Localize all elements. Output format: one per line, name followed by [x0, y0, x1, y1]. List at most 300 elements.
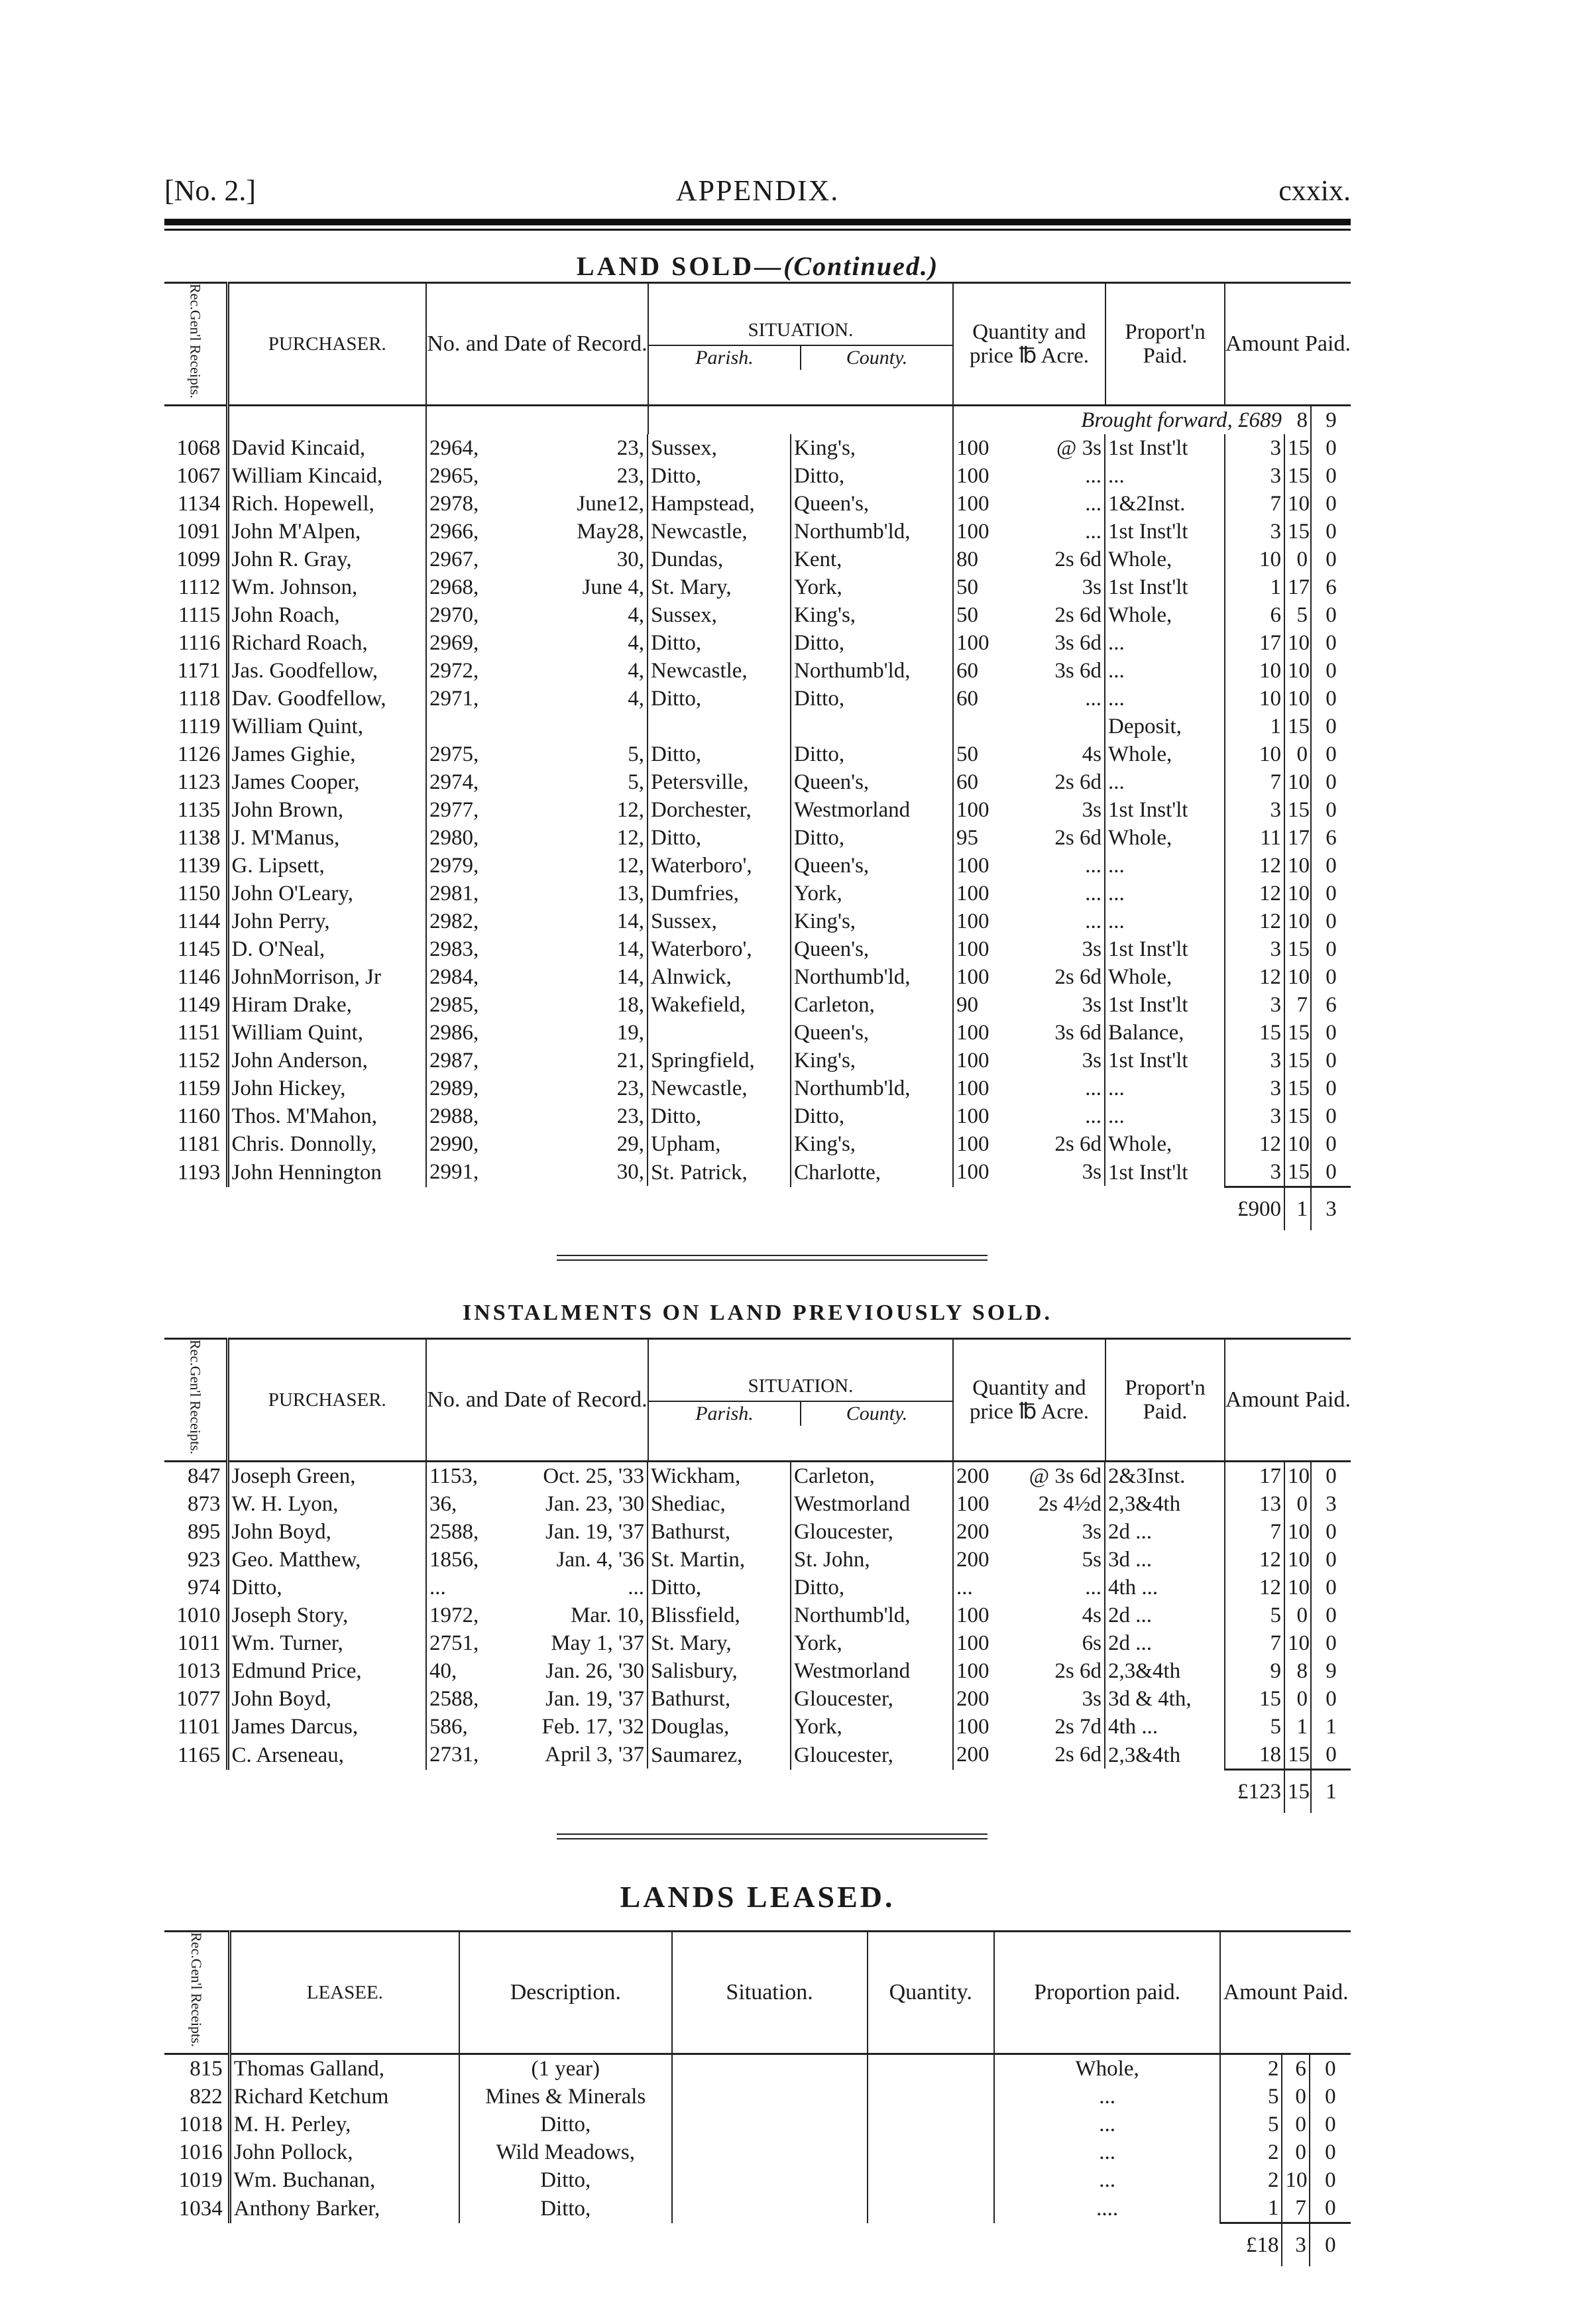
table-row: [164, 796, 1351, 824]
table-row: [164, 1601, 1351, 1629]
amount-shillings: 7: [1282, 2194, 1309, 2223]
parish: Waterboro',: [648, 852, 791, 880]
situation: [672, 2138, 868, 2166]
record-cell: [427, 1601, 648, 1629]
proportion: 2,3&4th: [1105, 1490, 1225, 1518]
receipt-number: 1112: [164, 573, 227, 601]
price: 2s 6d: [1054, 1659, 1102, 1684]
parish: Ditto,: [648, 740, 791, 768]
county: Ditto,: [791, 629, 953, 657]
record-number: 1153,: [429, 1464, 479, 1489]
amount-shillings: 6: [1282, 2054, 1309, 2083]
receipt-number: 1160: [164, 1102, 227, 1130]
purchaser-name: John Anderson,: [227, 1047, 426, 1075]
amount-pence: 0: [1326, 492, 1337, 516]
price: ...: [1085, 520, 1102, 544]
receipt-number: 1181: [164, 1130, 227, 1158]
header-page: cxxix.: [1278, 174, 1351, 207]
quantity-price: [954, 490, 1105, 518]
record-cell: [427, 1685, 648, 1713]
description: Wild Meadows,: [459, 2138, 672, 2166]
record-cell: [427, 880, 648, 907]
receipt-number: 815: [164, 2054, 229, 2083]
county: Ditto,: [791, 685, 953, 713]
amount-pounds: 12: [1225, 880, 1284, 907]
record-number: 2974,: [429, 770, 479, 795]
proportion: ...: [1105, 1075, 1225, 1102]
quantity: 100: [956, 882, 989, 906]
record-cell: [427, 1019, 648, 1047]
amount-pounds: 1: [1225, 573, 1284, 601]
county: Ditto,: [791, 1574, 953, 1601]
record-number: 2982,: [429, 909, 479, 934]
proportion: 1st Inst'lt: [1105, 434, 1225, 462]
record-date: 18,: [616, 993, 644, 1017]
receipt-number: 1144: [164, 907, 227, 935]
county: Westmorland: [791, 1490, 953, 1518]
record-date: 5,: [628, 770, 644, 795]
quantity-price: [954, 462, 1105, 490]
price: 3s 6d: [1054, 659, 1102, 683]
total-pounds: £123: [1225, 1770, 1284, 1814]
purchaser-name: John Hennington: [227, 1158, 426, 1187]
quantity-price: [954, 1685, 1105, 1713]
receipt-number: 1115: [164, 601, 227, 629]
quantity-price: [954, 601, 1105, 629]
amount-shillings: 0: [1284, 1601, 1311, 1629]
table-row: [164, 1047, 1351, 1075]
record-date: May 1, '37: [551, 1631, 644, 1656]
amount-pence: 0: [1326, 715, 1337, 739]
county: Northumb'ld,: [791, 657, 953, 685]
amount-shillings: 8: [1284, 1657, 1311, 1685]
parish: Douglas,: [648, 1713, 791, 1741]
amount-shillings: 15: [1284, 1158, 1311, 1187]
amount-pence: 0: [1326, 1104, 1337, 1129]
amount-pence: 0: [1326, 937, 1337, 962]
description: Ditto,: [459, 2194, 672, 2223]
receipt-number: 1165: [164, 1741, 227, 1770]
parish: Wakefield,: [648, 991, 791, 1019]
description: (1 year): [459, 2054, 672, 2083]
total-shillings: 1: [1284, 1187, 1311, 1231]
lessee-name: Richard Ketchum: [229, 2083, 459, 2111]
record-cell: [427, 1518, 648, 1546]
table-row: [164, 490, 1351, 518]
amount-pence: 0: [1326, 1548, 1337, 1572]
record-number: ...: [429, 1576, 446, 1600]
record-cell: [427, 434, 648, 462]
parish: Dundas,: [648, 546, 791, 573]
quantity: 100: [956, 965, 989, 990]
amount-shillings: 0: [1282, 2138, 1309, 2166]
brought-forward-row: [164, 406, 1351, 435]
record-number: 2980,: [429, 826, 479, 850]
table-row: [164, 991, 1351, 1019]
total-pounds: £18: [1220, 2223, 1282, 2267]
table-row: [164, 1713, 1351, 1741]
amount-shillings: 1: [1284, 1713, 1311, 1741]
record-cell: [427, 657, 648, 685]
amount-pounds: 5: [1220, 2083, 1282, 2111]
amount-pence: 0: [1326, 631, 1337, 656]
price: ...: [1085, 882, 1102, 906]
receipt-number: 1139: [164, 852, 227, 880]
record-date: 30,: [616, 548, 644, 572]
quantity-price: [954, 1075, 1105, 1102]
quantity-price: [954, 1158, 1105, 1186]
amount-pounds: 2: [1220, 2166, 1282, 2194]
price: 3s 6d: [1054, 1021, 1102, 1045]
price: 3s: [1082, 1687, 1102, 1712]
amount-pence: 0: [1326, 520, 1337, 544]
amount-pence: 0: [1326, 1631, 1337, 1656]
amount-pounds: 12: [1225, 1574, 1284, 1601]
amount-shillings: 10: [1284, 1629, 1311, 1657]
price: 6s: [1082, 1631, 1102, 1656]
col-proportion: Proport'n Paid.: [1105, 1339, 1225, 1462]
proportion: Whole,: [1105, 1130, 1225, 1158]
record-cell: [427, 490, 648, 518]
amount-shillings: 0: [1282, 2111, 1309, 2138]
county: Ditto,: [791, 740, 953, 768]
amount-shillings: 7: [1284, 991, 1311, 1019]
price: ...: [1085, 492, 1102, 516]
amount-pence: 0: [1326, 1576, 1337, 1600]
record-date: 14,: [616, 965, 644, 990]
proportion: ...: [994, 2138, 1220, 2166]
county: York,: [791, 1713, 953, 1741]
price: 2s 4½d: [1038, 1492, 1102, 1517]
amount-pence: 0: [1326, 1743, 1337, 1767]
brought-forward-pence: 9: [1326, 408, 1337, 433]
record-date: 4,: [628, 687, 644, 711]
table-row: [164, 1546, 1351, 1574]
quantity: 95: [956, 826, 978, 850]
amount-shillings: 10: [1284, 1462, 1311, 1491]
receipt-number: 1123: [164, 768, 227, 796]
proportion: ...: [1105, 880, 1225, 907]
county: Gloucester,: [791, 1685, 953, 1713]
parish: Ditto,: [648, 685, 791, 713]
county: York,: [791, 573, 953, 601]
proportion: ...: [1105, 462, 1225, 490]
price: 2s 6d: [1054, 1132, 1102, 1157]
quantity-price: [954, 518, 1105, 546]
header-rule-thin: [164, 229, 1351, 231]
purchaser-name: John Roach,: [227, 601, 426, 629]
amount-shillings: 15: [1284, 1047, 1311, 1075]
record-number: 2981,: [429, 882, 479, 906]
record-date: 14,: [616, 937, 644, 962]
price: 2s 6d: [1054, 770, 1102, 795]
table-row: [164, 1629, 1351, 1657]
amount-shillings: 15: [1284, 434, 1311, 462]
amount-pence: 0: [1325, 2140, 1336, 2165]
col-proportion: Proport'n Paid.: [1105, 283, 1225, 406]
record-number: 40,: [429, 1659, 457, 1684]
price: ...: [1085, 464, 1102, 489]
amount-shillings: 10: [1284, 629, 1311, 657]
quantity: 90: [956, 993, 978, 1017]
proportion: Whole,: [1105, 546, 1225, 573]
parish: Alnwick,: [648, 963, 791, 991]
amount-pounds: 15: [1225, 1019, 1284, 1047]
proportion: Whole,: [1105, 963, 1225, 991]
table-row: [164, 2166, 1351, 2194]
record-number: 36,: [429, 1492, 457, 1517]
total-shillings: 3: [1282, 2223, 1309, 2267]
parish: St. Martin,: [648, 1546, 791, 1574]
table-row: [164, 546, 1351, 573]
purchaser-name: W. H. Lyon,: [227, 1490, 426, 1518]
purchaser-name: G. Lipsett,: [227, 852, 426, 880]
amount-pounds: 18: [1225, 1741, 1284, 1770]
table-row: [164, 685, 1351, 713]
amount-shillings: 10: [1284, 1546, 1311, 1574]
lessee-name: Anthony Barker,: [229, 2194, 459, 2223]
record-number: 2975,: [429, 742, 479, 767]
price: 4s: [1082, 742, 1102, 767]
proportion: ...: [994, 2083, 1220, 2111]
proportion: ...: [1105, 768, 1225, 796]
quantity: ...: [956, 1576, 973, 1600]
quantity: 60: [956, 687, 978, 711]
record-date: ...: [628, 1576, 644, 1600]
amount-shillings: 0: [1282, 2083, 1309, 2111]
amount-shillings: 17: [1284, 573, 1311, 601]
record-number: 1856,: [429, 1548, 479, 1572]
record-date: Jan. 19, '37: [545, 1687, 644, 1712]
col-quantity: Quantity and price ℔ Acre.: [953, 1339, 1105, 1462]
quantity: 50: [956, 575, 978, 600]
parish: [648, 1019, 791, 1047]
quantity: 100: [956, 909, 989, 934]
record-number: 2588,: [429, 1687, 479, 1712]
record-number: 2991,: [429, 1160, 479, 1185]
quantity-price: [954, 852, 1105, 880]
amount-pounds: 6: [1225, 601, 1284, 629]
proportion: Whole,: [1105, 601, 1225, 629]
parish: Sussex,: [648, 434, 791, 462]
quantity-price: [954, 1130, 1105, 1158]
price: ...: [1085, 1576, 1102, 1600]
quantity-price: [954, 1601, 1105, 1629]
proportion: 4th ...: [1105, 1574, 1225, 1601]
record-cell: [427, 546, 648, 573]
total-row: [164, 2223, 1351, 2267]
record-cell: [427, 768, 648, 796]
price: 3s: [1082, 937, 1102, 962]
quantity: 80: [956, 548, 978, 572]
amount-shillings: 5: [1284, 601, 1311, 629]
record-date: 19,: [616, 1021, 644, 1045]
amount-pence: 0: [1326, 909, 1337, 934]
table-row: [164, 852, 1351, 880]
col-situation: SITUATION. Parish. County.: [648, 1339, 953, 1462]
price: 4s: [1082, 1603, 1102, 1628]
amount-pounds: 13: [1225, 1490, 1284, 1518]
receipt-number: 1150: [164, 880, 227, 907]
situation: [672, 2111, 868, 2138]
amount-pounds: 10: [1225, 657, 1284, 685]
purchaser-name: JohnMorrison, Jr: [227, 963, 426, 991]
amount-pounds: 10: [1225, 740, 1284, 768]
county: King's,: [791, 1047, 953, 1075]
quantity: 100: [956, 1049, 989, 1073]
purchaser-name: Hiram Drake,: [227, 991, 426, 1019]
quantity: 100: [956, 1631, 989, 1656]
record-date: Oct. 25, '33: [543, 1464, 644, 1489]
table-row: [164, 713, 1351, 740]
quantity: [868, 2054, 994, 2083]
record-number: 2731,: [429, 1743, 479, 1767]
quantity: 200: [956, 1743, 989, 1767]
table-row: [164, 601, 1351, 629]
table-row: [164, 1518, 1351, 1546]
county: Ditto,: [791, 462, 953, 490]
quantity: 100: [956, 1021, 989, 1045]
proportion: Deposit,: [1105, 713, 1225, 740]
record-date: 21,: [616, 1049, 644, 1073]
amount-pounds: 5: [1225, 1713, 1284, 1741]
col-lessee: LEASEE.: [229, 1932, 459, 2054]
proportion: 2d ...: [1105, 1601, 1225, 1629]
header-number: [No. 2.]: [164, 174, 256, 207]
amount-pounds: 17: [1225, 1462, 1284, 1491]
table-row: [164, 2138, 1351, 2166]
quantity-price: [954, 963, 1105, 991]
proportion: 1&2Inst.: [1105, 490, 1225, 518]
amount-pounds: 5: [1220, 2111, 1282, 2138]
county: Queen's,: [791, 490, 953, 518]
record-date: Jan. 19, '37: [545, 1520, 644, 1544]
situation: [672, 2083, 868, 2111]
quantity-price: [954, 991, 1105, 1019]
situation: [672, 2054, 868, 2083]
table-row: [164, 1574, 1351, 1601]
table-row: [164, 434, 1351, 462]
parish: Ditto,: [648, 1574, 791, 1601]
price: 2s 6d: [1054, 603, 1102, 628]
price: 2s 7d: [1054, 1715, 1102, 1739]
leased-table: [164, 1930, 1351, 2266]
parish: Sussex,: [648, 601, 791, 629]
proportion: ...: [1105, 1102, 1225, 1130]
price: 3s 6d: [1054, 631, 1102, 656]
record-cell: [427, 1158, 648, 1186]
purchaser-name: D. O'Neal,: [227, 935, 426, 963]
record-number: 1972,: [429, 1603, 479, 1628]
amount-pence: 0: [1326, 854, 1337, 878]
quantity: 50: [956, 742, 978, 767]
parish: Ditto,: [648, 824, 791, 852]
quantity-price: [954, 1629, 1105, 1657]
parish: Shediac,: [648, 1490, 791, 1518]
quantity: [868, 2083, 994, 2111]
county: Carleton,: [791, 1462, 953, 1491]
amount-pence: 0: [1326, 965, 1337, 990]
parish: Springfield,: [648, 1047, 791, 1075]
table-row: [164, 963, 1351, 991]
amount-shillings: 10: [1284, 963, 1311, 991]
col-amount: Amount Paid.: [1225, 1339, 1351, 1462]
record-date: Jan. 4, '36: [556, 1548, 644, 1572]
total-pounds: £900: [1225, 1187, 1284, 1231]
quantity: 100: [956, 798, 989, 823]
amount-shillings: 10: [1284, 1130, 1311, 1158]
parish: St. Mary,: [648, 573, 791, 601]
county: Westmorland: [791, 796, 953, 824]
parish: Dumfries,: [648, 880, 791, 907]
record-number: 2977,: [429, 798, 479, 823]
receipt-number: 1013: [164, 1657, 227, 1685]
amount-pence: 0: [1326, 436, 1337, 461]
county: Carleton,: [791, 991, 953, 1019]
record-cell: [427, 1713, 648, 1741]
record-cell: [427, 1047, 648, 1075]
land-sold-table: [164, 282, 1351, 1230]
record-cell: [427, 1657, 648, 1685]
quantity-price: [954, 1574, 1105, 1601]
quantity-price: [954, 880, 1105, 907]
table-row: [164, 1741, 1351, 1770]
amount-pence: 0: [1325, 2196, 1336, 2221]
receipt-number: 1116: [164, 629, 227, 657]
amount-shillings: 15: [1284, 796, 1311, 824]
proportion: 1st Inst'lt: [1105, 1158, 1225, 1187]
receipt-number: 1077: [164, 1685, 227, 1713]
amount-shillings: 15: [1284, 462, 1311, 490]
amount-pence: 0: [1326, 687, 1337, 711]
record-number: 2588,: [429, 1520, 479, 1544]
amount-shillings: 0: [1284, 1490, 1311, 1518]
record-cell: [427, 796, 648, 824]
amount-pounds: 12: [1225, 852, 1284, 880]
amount-pence: 0: [1326, 1603, 1337, 1628]
quantity: [868, 2138, 994, 2166]
section-divider: [557, 1833, 988, 1839]
description: Ditto,: [459, 2111, 672, 2138]
price: 3s: [1082, 993, 1102, 1017]
purchaser-name: David Kincaid,: [227, 434, 426, 462]
quantity: 100: [956, 1603, 989, 1628]
table-row: [164, 1158, 1351, 1187]
record-number: 2967,: [429, 548, 479, 572]
quantity-price: [954, 629, 1105, 657]
price: @ 3s: [1056, 436, 1102, 461]
price: 2s 6d: [1054, 965, 1102, 990]
brought-forward-text: Brought forward,: [1081, 408, 1233, 433]
amount-shillings: 15: [1284, 935, 1311, 963]
table-row: [164, 1462, 1351, 1491]
record-number: 2969,: [429, 631, 479, 656]
record-date: 14,: [616, 909, 644, 934]
amount-pence: 0: [1325, 2168, 1336, 2193]
proportion: 3d & 4th,: [1105, 1685, 1225, 1713]
amount-pounds: 1: [1220, 2194, 1282, 2223]
quantity: 100: [956, 1104, 989, 1129]
record-number: 2751,: [429, 1631, 479, 1656]
amount-pounds: 10: [1225, 685, 1284, 713]
purchaser-name: John Perry,: [227, 907, 426, 935]
record-number: 2984,: [429, 965, 479, 990]
amount-pounds: 3: [1225, 991, 1284, 1019]
receipt-number: 1010: [164, 1601, 227, 1629]
price: 2s 6d: [1054, 826, 1102, 850]
record-cell: [427, 462, 648, 490]
county: Kent,: [791, 546, 953, 573]
